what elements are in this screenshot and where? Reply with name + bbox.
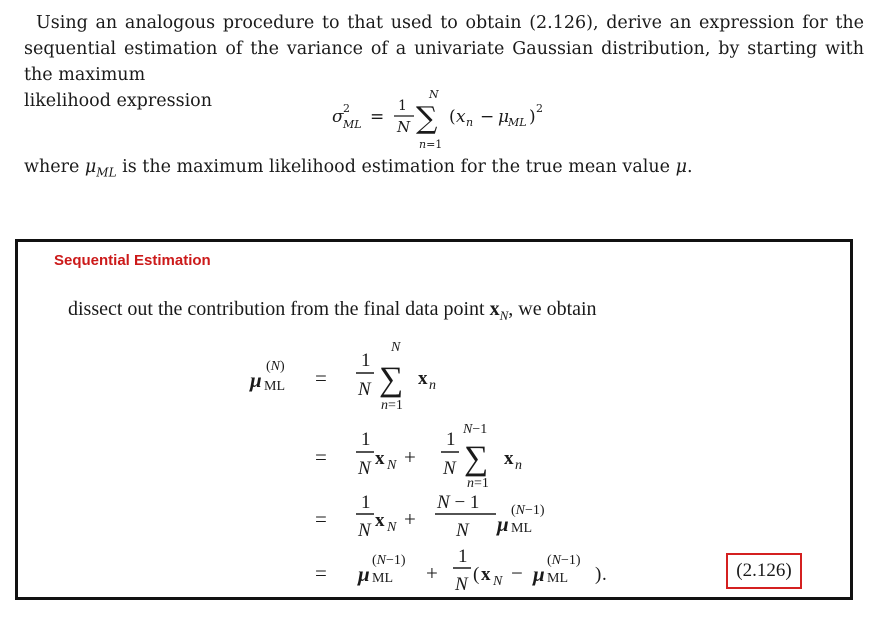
svg-text:ML: ML bbox=[372, 571, 393, 586]
svg-text:N: N bbox=[456, 520, 469, 541]
mu-ml-symbol: $\mu_{ML}$ bbox=[84, 157, 117, 180]
svg-text:1: 1 bbox=[458, 546, 468, 567]
svg-text:μ: μ bbox=[358, 562, 370, 586]
svg-text:1: 1 bbox=[398, 98, 407, 114]
svg-text:(N−1): (N−1) bbox=[547, 553, 581, 568]
svg-text:N − 1: N − 1 bbox=[437, 492, 480, 513]
svg-text:n: n bbox=[429, 378, 436, 393]
problem-line-1: Using an analogous procedure to that used to obtain (2.126), derive an expression for the sequential bbox=[24, 13, 864, 59]
mu-symbol: μ bbox=[675, 157, 687, 177]
svg-text:x: x bbox=[481, 564, 491, 585]
svg-text:=: = bbox=[315, 366, 327, 390]
svg-text:=: = bbox=[315, 561, 327, 585]
svg-text:x: x bbox=[375, 510, 385, 531]
svg-text:N: N bbox=[387, 458, 397, 473]
intro-suffix: , we obtain bbox=[508, 298, 597, 320]
where-middle: is the maximum likelihood estimation for the true mean value bbox=[122, 157, 670, 177]
xN-symbol: $x_N$ bbox=[489, 298, 509, 323]
svg-text:x: x bbox=[418, 368, 428, 389]
svg-text:1: 1 bbox=[361, 492, 371, 513]
svg-text:σ: σ bbox=[332, 107, 344, 127]
svg-text:(N): (N) bbox=[266, 359, 285, 374]
svg-text:N: N bbox=[443, 458, 456, 479]
where-end: . bbox=[686, 157, 693, 177]
svg-text:(N−1): (N−1) bbox=[511, 503, 545, 518]
svg-text:∑: ∑ bbox=[416, 101, 438, 136]
svg-text:N: N bbox=[429, 88, 439, 101]
svg-text:(N−1): (N−1) bbox=[372, 553, 406, 568]
svg-text:N: N bbox=[358, 520, 371, 541]
svg-text:n=1: n=1 bbox=[467, 476, 489, 491]
svg-text:=: = bbox=[315, 507, 327, 531]
svg-text:N: N bbox=[455, 574, 468, 595]
where-prefix: where bbox=[24, 157, 80, 177]
svg-text:+: + bbox=[404, 445, 416, 469]
svg-text:=: = bbox=[315, 445, 327, 469]
svg-text:∑: ∑ bbox=[379, 361, 404, 398]
svg-text:μ: μ bbox=[497, 512, 509, 536]
svg-text:ML: ML bbox=[547, 571, 568, 586]
svg-text:x: x bbox=[456, 107, 466, 127]
svg-text:μ: μ bbox=[250, 368, 262, 392]
svg-text:2: 2 bbox=[536, 102, 543, 115]
svg-text:N: N bbox=[391, 340, 401, 355]
svg-text:N−1: N−1 bbox=[463, 422, 488, 437]
svg-text:): ) bbox=[595, 564, 602, 585]
svg-text:−: − bbox=[511, 561, 523, 585]
sequential-estimation-box bbox=[15, 239, 853, 600]
svg-text:−: − bbox=[480, 107, 495, 127]
equation-number-badge: (2.126) bbox=[726, 553, 802, 589]
svg-text:+: + bbox=[404, 507, 416, 531]
where-sentence bbox=[24, 154, 693, 186]
svg-text:2: 2 bbox=[343, 102, 350, 115]
svg-text:N: N bbox=[397, 118, 411, 136]
svg-text:ML: ML bbox=[264, 379, 285, 394]
svg-text:N: N bbox=[387, 520, 397, 535]
svg-text:μ: μ bbox=[533, 562, 545, 586]
svg-text:μ: μ bbox=[498, 107, 510, 127]
svg-text:(: ( bbox=[449, 107, 456, 127]
svg-text:ML: ML bbox=[508, 116, 527, 129]
svg-text:ML: ML bbox=[343, 118, 362, 131]
svg-text:): ) bbox=[529, 107, 536, 127]
svg-text:x: x bbox=[375, 448, 385, 469]
svg-text:(: ( bbox=[473, 564, 480, 585]
problem-line-2: estimation of the variance of a univariate Gaussian distribution, by starting with the maximum bbox=[24, 39, 864, 85]
problem-line-3: likelihood expression bbox=[24, 91, 212, 111]
svg-text:∑: ∑ bbox=[464, 440, 489, 477]
svg-text:ML: ML bbox=[511, 521, 532, 536]
svg-text:n: n bbox=[515, 458, 522, 473]
derivation-equations bbox=[18, 242, 850, 597]
svg-text:N: N bbox=[358, 458, 371, 479]
svg-text:n=1: n=1 bbox=[381, 398, 403, 413]
svg-text:1: 1 bbox=[361, 429, 371, 450]
box-title: Sequential Estimation bbox=[54, 252, 211, 269]
svg-text:.: . bbox=[602, 564, 607, 585]
svg-text:N: N bbox=[493, 574, 503, 589]
svg-text:x: x bbox=[504, 448, 514, 469]
svg-text:n=1: n=1 bbox=[419, 138, 443, 150]
svg-text:1: 1 bbox=[361, 350, 371, 371]
intro-prefix: dissect out the contribution from the final data point bbox=[68, 298, 485, 320]
variance-ml-equation bbox=[330, 86, 590, 150]
svg-text:=: = bbox=[370, 107, 385, 127]
svg-text:1: 1 bbox=[446, 429, 456, 450]
svg-text:n: n bbox=[466, 116, 474, 129]
svg-text:N: N bbox=[358, 379, 371, 400]
svg-text:+: + bbox=[426, 561, 438, 585]
